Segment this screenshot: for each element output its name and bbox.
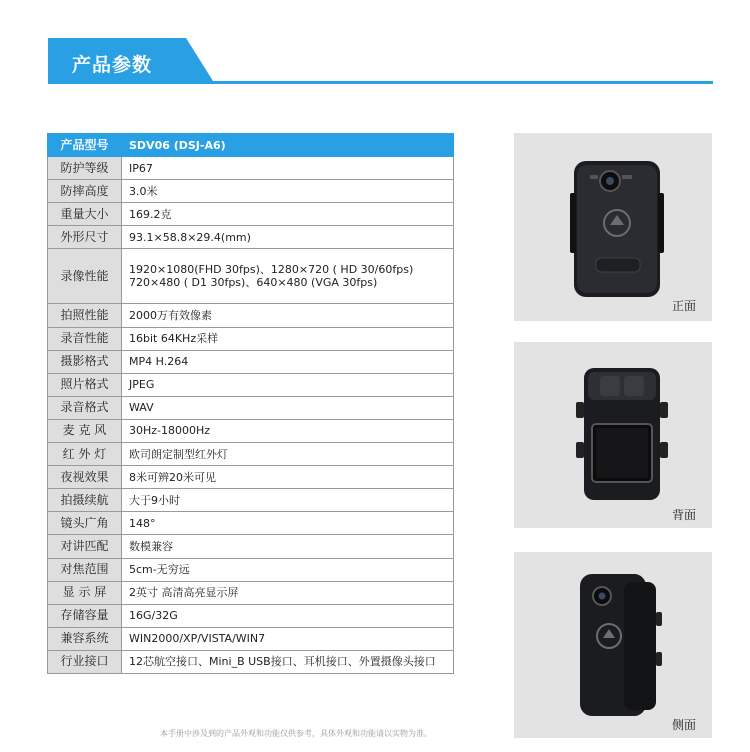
spec-label: 防摔高度 [48,180,122,203]
table-row [48,396,454,419]
spec-value: 大于9小时 [122,489,454,512]
spec-label: 拍照性能 [48,304,122,327]
spec-label: 录音性能 [48,327,122,350]
spec-value-line: 720×480 ( D1 30fps)、640×480 (VGA 30fps) [129,276,378,290]
table-row [48,373,454,396]
front-caption: 正面 [672,299,697,313]
spec-value: 2000万有效像素 [122,304,454,327]
spec-label: 防护等级 [48,157,122,180]
table-row [48,558,454,581]
table-row [48,443,454,466]
spec-label: 兼容系统 [48,627,122,650]
header-divider [48,81,713,84]
disclaimer-footnote: 本手册中涉及到的产品外观和功能仅供参考，具体外观和功能请以实物为准。 [160,729,432,738]
front-view-photo [514,133,712,321]
spec-label: 外形尺寸 [48,226,122,249]
side-caption: 侧面 [672,718,697,732]
spec-value: MP4 H.264 [122,350,454,373]
section-header [48,38,213,84]
spec-value: 8米可辨20米可见 [122,466,454,489]
spec-label: 拍摄续航 [48,489,122,512]
spec-value: 16G/32G [122,604,454,627]
table-row [48,157,454,180]
spec-label: 录音格式 [48,396,122,419]
table-row [48,512,454,535]
spec-value: WIN2000/XP/VISTA/WIN7 [122,627,454,650]
camera-front-image [514,133,712,321]
spec-label: 行业接口 [48,650,122,673]
spec-value: 93.1×58.8×29.4(mm) [122,226,454,249]
spec-value: 3.0米 [122,180,454,203]
table-row [48,180,454,203]
page-title: 产品参数 [72,54,153,76]
spec-label: 存储容量 [48,604,122,627]
model-value: SDV06 (DSJ-A6) [122,134,454,157]
spec-label: 红 外 灯 [48,443,122,466]
spec-value: 148° [122,512,454,535]
table-row [48,249,454,304]
spec-label: 显 示 屏 [48,581,122,604]
spec-value: 30Hz-18000Hz [122,419,454,442]
camera-back-image [514,342,712,528]
table-row [48,489,454,512]
table-row [48,304,454,327]
spec-value: JPEG [122,373,454,396]
spec-label: 镜头广角 [48,512,122,535]
spec-label: 重量大小 [48,203,122,226]
back-view-photo [514,342,712,528]
spec-label: 对焦范围 [48,558,122,581]
table-row [48,581,454,604]
spec-label: 麦 克 风 [48,419,122,442]
spec-label: 照片格式 [48,373,122,396]
side-view-photo [514,552,712,738]
table-row [48,650,454,673]
spec-value: WAV [122,396,454,419]
spec-label: 录像性能 [48,249,122,304]
table-row [48,466,454,489]
back-caption: 背面 [672,508,697,522]
spec-value-line: 1920×1080(FHD 30fps)、1280×720 ( HD 30/60fps) [129,263,414,277]
table-row [48,627,454,650]
spec-value: 欧司朗定制型红外灯 [122,443,454,466]
model-label: 产品型号 [48,134,122,157]
spec-value: 169.2克 [122,203,454,226]
spec-label: 对讲匹配 [48,535,122,558]
spec-value: 5cm-无穷远 [122,558,454,581]
spec-value: 12芯航空接口、Mini_B USB接口、耳机接口、外置摄像头接口 [122,650,454,673]
spec-label: 摄影格式 [48,350,122,373]
table-row [48,350,454,373]
camera-side-image [514,552,712,738]
table-row [48,226,454,249]
table-row [48,604,454,627]
table-row [48,203,454,226]
spec-value [122,249,454,304]
spec-value: IP67 [122,157,454,180]
spec-table [47,133,454,674]
spec-value: 数模兼容 [122,535,454,558]
table-row [48,535,454,558]
spec-value: 2英寸 高清高亮显示屏 [122,581,454,604]
table-row [48,327,454,350]
spec-label: 夜视效果 [48,466,122,489]
spec-value: 16bit 64KHz采样 [122,327,454,350]
table-header-row [48,134,454,157]
table-row [48,419,454,442]
